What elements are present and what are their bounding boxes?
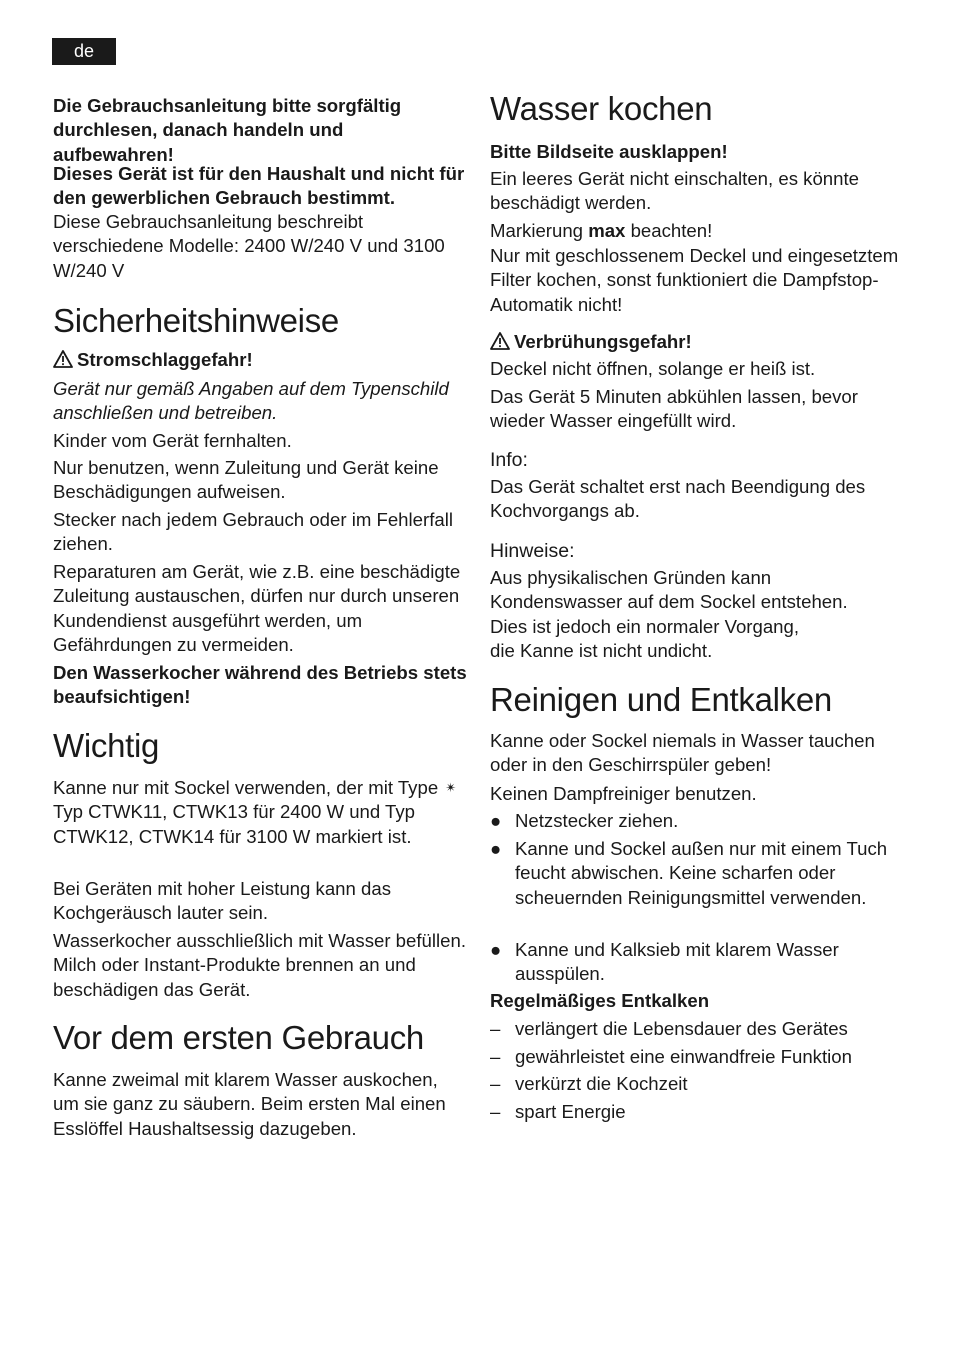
boil-p1: Ein leeres Gerät nicht einschalten, es könnte beschädigt werden. bbox=[490, 168, 859, 214]
dash-text: spart Energie bbox=[515, 1101, 626, 1122]
boil-p5: Das Gerät 5 Minuten abkühlen lassen, bevor wieder Wasser eingefüllt wird. bbox=[490, 386, 858, 432]
hints-text-1: Aus physikalischen Gründen kann Kondenswasser auf dem Sockel entstehen. bbox=[490, 567, 848, 613]
important-p1-b: Typ CTWK11, CTWK13 für 2400 W und Typ CTWK12, CTWK14 für 3100 W markiert ist. bbox=[53, 801, 416, 847]
hints-label: Hinweise: bbox=[490, 540, 575, 562]
important-p2: Bei Geräten mit hoher Leistung kann das Kochgeräusch lauter sein. bbox=[53, 878, 391, 924]
boil-p2 bbox=[490, 219, 900, 243]
heading-first-use: Vor dem ersten Gebrauch bbox=[53, 1019, 424, 1056]
safety-p3: Stecker nach jedem Gebrauch oder im Fehlerfall ziehen. bbox=[53, 509, 453, 555]
heading-important: Wichtig bbox=[53, 727, 160, 764]
bullet-icon: ● bbox=[490, 838, 502, 859]
boil-p4: Deckel nicht öffnen, solange er heiß ist. bbox=[490, 358, 816, 379]
bullet-icon: ● bbox=[490, 810, 502, 831]
dash-text: verlängert die Lebensdauer des Gerätes bbox=[515, 1018, 848, 1039]
warning-triangle-icon bbox=[490, 332, 510, 350]
boil-bold: Bitte Bildseite ausklappen! bbox=[490, 141, 728, 162]
clean-p1: Kanne oder Sockel niemals in Wasser tauchen oder in den Geschirrspüler geben! bbox=[490, 730, 875, 776]
safety-p4: Reparaturen am Gerät, wie z.B. eine beschädigte Zuleitung austauschen, dürfen nur durch unseren Kundendienst ausgeführt werden, um Gefährdungen zu vermeiden. bbox=[53, 561, 461, 656]
boil-p2-b: beachten! bbox=[630, 220, 713, 241]
safety-p2: Nur benutzen, wenn Zuleitung und Gerät keine Beschädigungen aufweisen. bbox=[53, 457, 439, 503]
dash-icon: – bbox=[490, 1101, 501, 1122]
bullet-text: Kanne und Sockel außen nur mit einem Tuch feucht abwischen. Keine scharfen oder scheuernden Reinigungsmittel verwenden. bbox=[515, 838, 888, 908]
heading-clean: Reinigen und Entkalken bbox=[490, 681, 832, 718]
dash-text: gewährleistet eine einwandfreie Funktion bbox=[515, 1046, 852, 1067]
boil-p2-a: Markierung bbox=[490, 220, 584, 241]
safety-bold: Den Wasserkocher während des Betriebs stets beaufsichtigen! bbox=[53, 662, 467, 708]
dash-icon: – bbox=[490, 1046, 501, 1067]
hints-text-2: Dies ist jedoch ein normaler Vorgang, bbox=[490, 616, 800, 637]
type-mark-icon: ✴ bbox=[445, 780, 457, 795]
intro-bold-1: Die Gebrauchsanleitung bitte sorgfältig durchlesen, danach handeln und aufbewahren! bbox=[53, 95, 402, 165]
info-text: Das Gerät schaltet erst nach Beendigung des Kochvorgangs ab. bbox=[490, 476, 866, 522]
safety-warning bbox=[53, 348, 468, 372]
important-p1-a: Kanne nur mit Sockel verwenden, der mit Type bbox=[53, 777, 439, 798]
bullet-text: Netzstecker ziehen. bbox=[515, 810, 679, 831]
dash-icon: – bbox=[490, 1018, 501, 1039]
bullet-text: Kanne und Kalksieb mit klarem Wasser ausspülen. bbox=[515, 939, 839, 985]
intro-bold-2: Dieses Gerät ist für den Haushalt und nicht für den gewerblichen Gebrauch bestimmt. bbox=[53, 163, 465, 209]
dash-text: verkürzt die Kochzeit bbox=[515, 1073, 688, 1094]
boil-warning-label: Verbrühungsgefahr! bbox=[514, 331, 692, 352]
language-badge: de bbox=[52, 38, 116, 65]
descale-label: Regelmäßiges Entkalken bbox=[490, 990, 710, 1011]
first-use-p1: Kanne zweimal mit klarem Wasser auskochen, um sie ganz zu säubern. Beim ersten Mal einen Esslöffel Haushaltsessig dazugeben. bbox=[53, 1069, 446, 1139]
boil-warning bbox=[490, 330, 900, 354]
heading-safety: Sicherheitshinweise bbox=[53, 302, 339, 339]
hints-text-3: die Kanne ist nicht undicht. bbox=[490, 640, 713, 661]
dash-icon: – bbox=[490, 1073, 501, 1094]
safety-warning-label: Stromschlaggefahr! bbox=[77, 349, 253, 370]
clean-p2: Keinen Dampfreiniger benutzen. bbox=[490, 783, 757, 804]
info-label: Info: bbox=[490, 449, 528, 471]
bullet-icon: ● bbox=[490, 939, 502, 960]
boil-p2-max: max bbox=[588, 220, 626, 241]
safety-italic: Gerät nur gemäß Angaben auf dem Typenschild anschließen und betreiben. bbox=[53, 378, 449, 424]
boil-p3: Nur mit geschlossenem Deckel und eingesetztem Filter kochen, sonst funktioniert die Dampfstop-Automatik nicht! bbox=[490, 245, 899, 315]
intro-text: Diese Gebrauchsanleitung beschreibt verschiedene Modelle: 2400 W/240 V und 3100 W/240 V bbox=[53, 211, 445, 281]
important-p1 bbox=[53, 776, 468, 849]
important-p3: Wasserkocher ausschließlich mit Wasser befüllen. Milch oder Instant-Produkte brennen an und beschädigen das Gerät. bbox=[53, 930, 466, 1000]
heading-boil: Wasser kochen bbox=[490, 90, 713, 127]
warning-triangle-icon bbox=[53, 350, 73, 368]
safety-p1: Kinder vom Gerät fernhalten. bbox=[53, 430, 292, 451]
